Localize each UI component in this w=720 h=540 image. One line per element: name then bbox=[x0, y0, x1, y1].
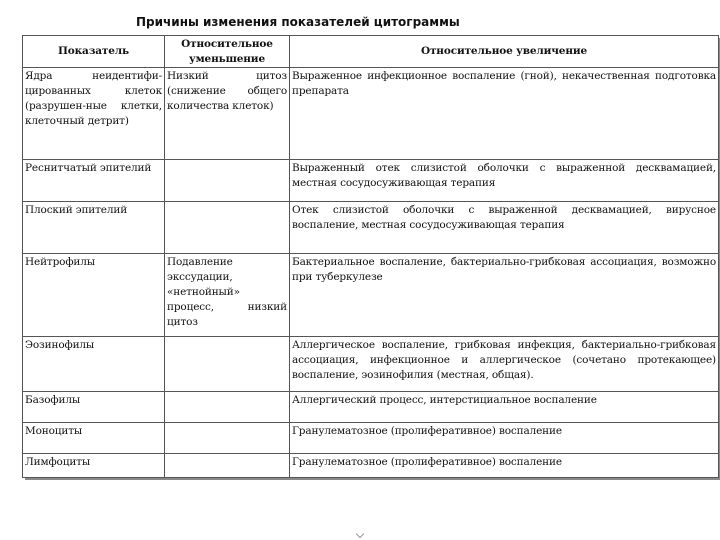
header-decrease: Относительное уменьшение bbox=[165, 36, 290, 68]
cytogram-table bbox=[22, 35, 719, 478]
cell-decrease bbox=[165, 160, 290, 202]
cell-increase: Выраженное инфекционное воспаление (гной), некачественная подготовка препарата bbox=[290, 68, 719, 160]
cell-decrease bbox=[165, 454, 290, 478]
table-row bbox=[23, 68, 719, 160]
cell-indicator: Плоский эпителий bbox=[23, 202, 165, 254]
table-row bbox=[23, 202, 719, 254]
cell-indicator: Эозинофилы bbox=[23, 337, 165, 392]
cell-increase: Аллергическое воспаление, грибковая инфекция, бактериально-грибковая ассоциация, инфекционное и аллергическое (сочетано протекающее) воспаление, эозинофилия (местная, общая). bbox=[290, 337, 719, 392]
cell-increase: Аллергический процесс, интерстициальное воспаление bbox=[290, 392, 719, 423]
cell-decrease bbox=[165, 202, 290, 254]
cell-decrease: Подавление экссудации, «нетнойный» процесс, низкий цитоз bbox=[165, 254, 290, 337]
page-title: Причины изменения показателей цитограммы bbox=[136, 15, 460, 29]
cell-decrease bbox=[165, 337, 290, 392]
cell-indicator: Нейтрофилы bbox=[23, 254, 165, 337]
table-row bbox=[23, 392, 719, 423]
table-row bbox=[23, 254, 719, 337]
cell-increase: Отек слизистой оболочки с выраженной десквамацией, вирусное воспаление, местная сосудосуживающая терапия bbox=[290, 202, 719, 254]
cell-increase: Выраженный отек слизистой оболочки с выраженной десквамацией, местная сосудосуживающая терапия bbox=[290, 160, 719, 202]
cell-indicator: Реснитчатый эпителий bbox=[23, 160, 165, 202]
chevron-down-icon bbox=[356, 530, 364, 538]
cell-increase: Гранулематозное (пролиферативное) воспаление bbox=[290, 454, 719, 478]
header-indicator: Показатель bbox=[23, 36, 165, 68]
cell-increase: Бактериальное воспаление, бактериально-грибковая ассоциация, возможно при туберкулезе bbox=[290, 254, 719, 337]
table-header-row bbox=[23, 36, 719, 68]
cell-decrease bbox=[165, 392, 290, 423]
cell-indicator: Лимфоциты bbox=[23, 454, 165, 478]
cell-indicator: Базофилы bbox=[23, 392, 165, 423]
cell-decrease bbox=[165, 423, 290, 454]
cytogram-table-container bbox=[22, 35, 718, 477]
cell-decrease: Низкий цитоз (снижение общего количества клеток) bbox=[165, 68, 290, 160]
cell-increase: Гранулематозное (пролиферативное) воспаление bbox=[290, 423, 719, 454]
table-row bbox=[23, 337, 719, 392]
table-row bbox=[23, 423, 719, 454]
cell-indicator: Ядра неидентифи-цированных клеток (разрушен-ные клетки, клеточный детрит) bbox=[23, 68, 165, 160]
table-row bbox=[23, 454, 719, 478]
cell-indicator: Моноциты bbox=[23, 423, 165, 454]
header-increase: Относительное увеличение bbox=[290, 36, 719, 68]
table-row bbox=[23, 160, 719, 202]
